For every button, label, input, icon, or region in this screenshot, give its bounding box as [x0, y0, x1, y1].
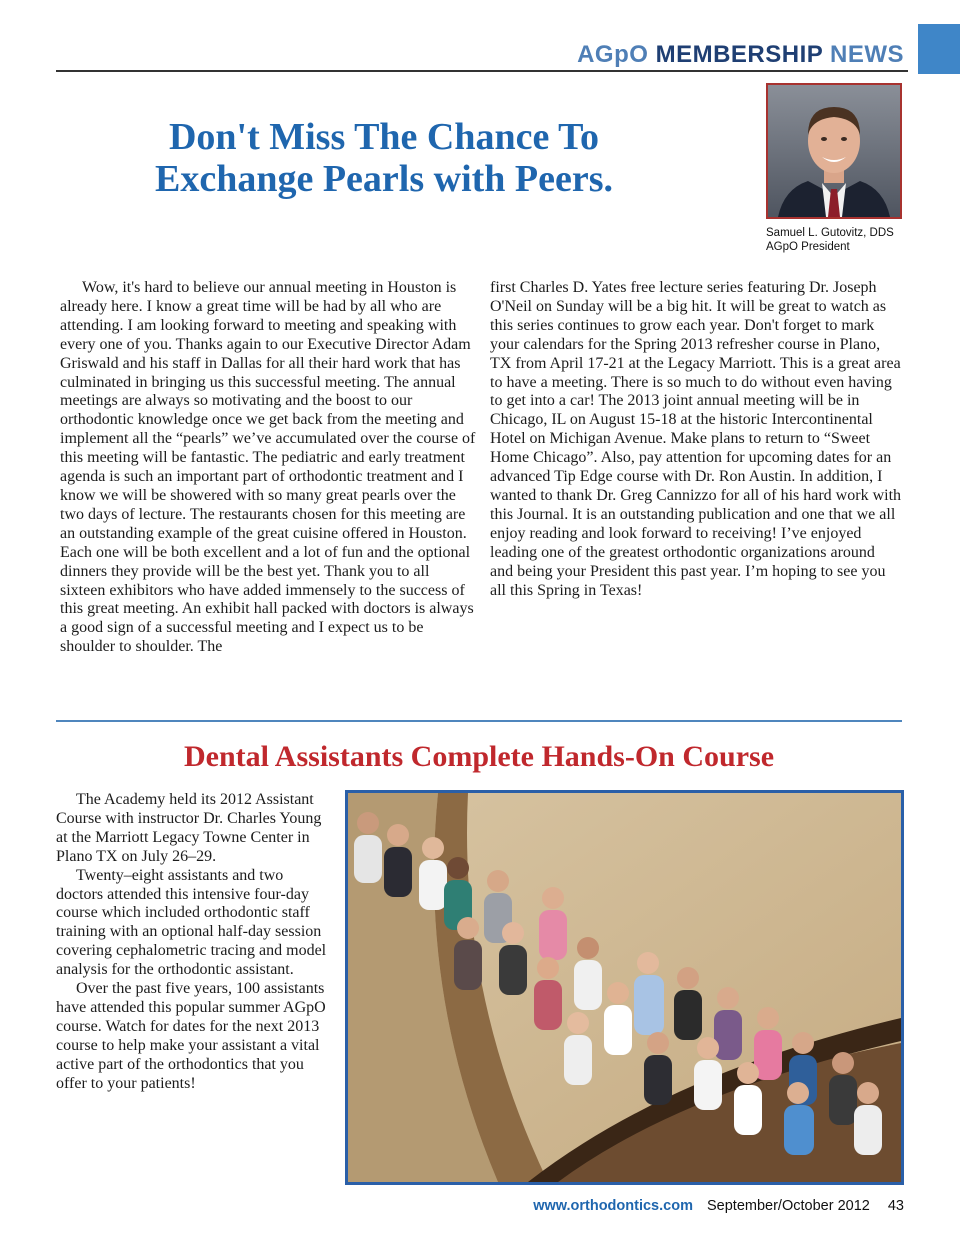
article-body-right-column	[490, 279, 902, 600]
body-left-text: Wow, it's hard to believe our annual meeting in Houston is already here. I know a great time will be had by all who are attending. I am looking forward to meeting and speaking with every one of you. Thanks again to our Executive Director Adam Griswald and his staff in Dallas for all their hard work that has culminated in bringing us this successful meeting. The annual meetings are always so motivating and the boost to our orthodontic knowledge once we get back from the meeting and implement all the “pearls” we’ve accumulated over the course of this meeting will be fantastic. The pediatric and early treatment agenda is such an important part of orthodontic treatment and I know we will be showered with so many great pearls over the two days of lecture. The restaurants chosen for this meeting are an outstanding example of the great cuisine offered in Houston. Each one will be both excellent and a lot of fun and the optional dinners they provide will be the best yet. Thank you to all sixteen exhibitors who have added immensely to the success of this great meeting. An exhibit hall packed with doctors is always a good sign of a successful meeting and I expect us to be shoulder to shoulder. The	[60, 279, 476, 656]
section-header	[470, 40, 904, 70]
section-header-agpo: AGpO	[577, 41, 649, 68]
caption-name: Samuel L. Gutovitz, DDS	[766, 227, 894, 239]
course-paragraph-3: Over the past five years, 100 assistants have attended this popular summer AGpO course. Watch for dates for the next 2013 course to help make your assistant a vital active part of the orthodontics that you offer to your patients!	[56, 980, 326, 1092]
section-divider	[56, 720, 902, 722]
footer-issue-date: September/October 2012	[707, 1198, 870, 1214]
president-portrait	[766, 83, 902, 219]
caption-title: AGpO President	[766, 241, 850, 253]
course-paragraph-1: The Academy held its 2012 Assistant Course with instructor Dr. Charles Young at the Marriott Legacy Towne Center in Plano TX on July 26–29.	[56, 791, 322, 865]
portrait-caption	[766, 226, 926, 254]
section-header-news: NEWS	[830, 41, 904, 68]
course-headline: Dental Assistants Complete Hands-On Course	[183, 740, 775, 773]
group-photo-image	[348, 793, 901, 1182]
course-paragraph-2: Twenty–eight assistants and two doctors attended this intensive four-day course which included orthodontic staff training with an optional half-day session covering cephalometric tracing and model analysis for the orthodontic assistant.	[56, 866, 327, 979]
headline-line-1: Don't Miss The Chance To	[168, 116, 600, 158]
section-header-membership: MEMBERSHIP	[655, 41, 823, 68]
section-tab-marker	[918, 24, 960, 74]
page-footer	[440, 1196, 904, 1216]
header-divider	[56, 70, 908, 72]
body-right-text: first Charles D. Yates free lecture series featuring Dr. Joseph O'Neil on Sunday will be a big hit. It will be great to watch as this series continues to grow each year. Don't forget to mark your calendars for the Spring 2013 refresher course in Plano, TX from April 17-21 at the Legacy Marriott. This is a great area to have a meeting. There is so much to do without even having to get into a car! The 2013 joint annual meeting will be in Chicago, IL on August 15-18 at the historic Intercontinental Hotel on Michigan Avenue. Make plans to return to “Sweet Home Chicago”. Also, pay attention for upcoming dates for an advanced Tip Edge course with Dr. Ron Austin. In addition, I wanted to thank Dr. Greg Cannizzo for all of his hard work with this Journal. It is an outstanding publication and one that we all enjoy reading and look forward to receiving! I’ve enjoyed leading one of the greatest orthodontic organizations around and being your President this past year. I’m hoping to see you all this Spring in Texas!	[490, 279, 902, 599]
article-body-left-column	[60, 279, 478, 657]
group-photo	[345, 790, 904, 1185]
headline-line-2: Exchange Pearls with Peers.	[154, 158, 614, 200]
article-headline	[96, 116, 672, 200]
footer-url[interactable]: www.orthodontics.com	[533, 1198, 693, 1214]
portrait-image	[768, 85, 900, 217]
footer-page-number: 43	[887, 1198, 904, 1214]
course-article-body	[56, 791, 332, 1094]
